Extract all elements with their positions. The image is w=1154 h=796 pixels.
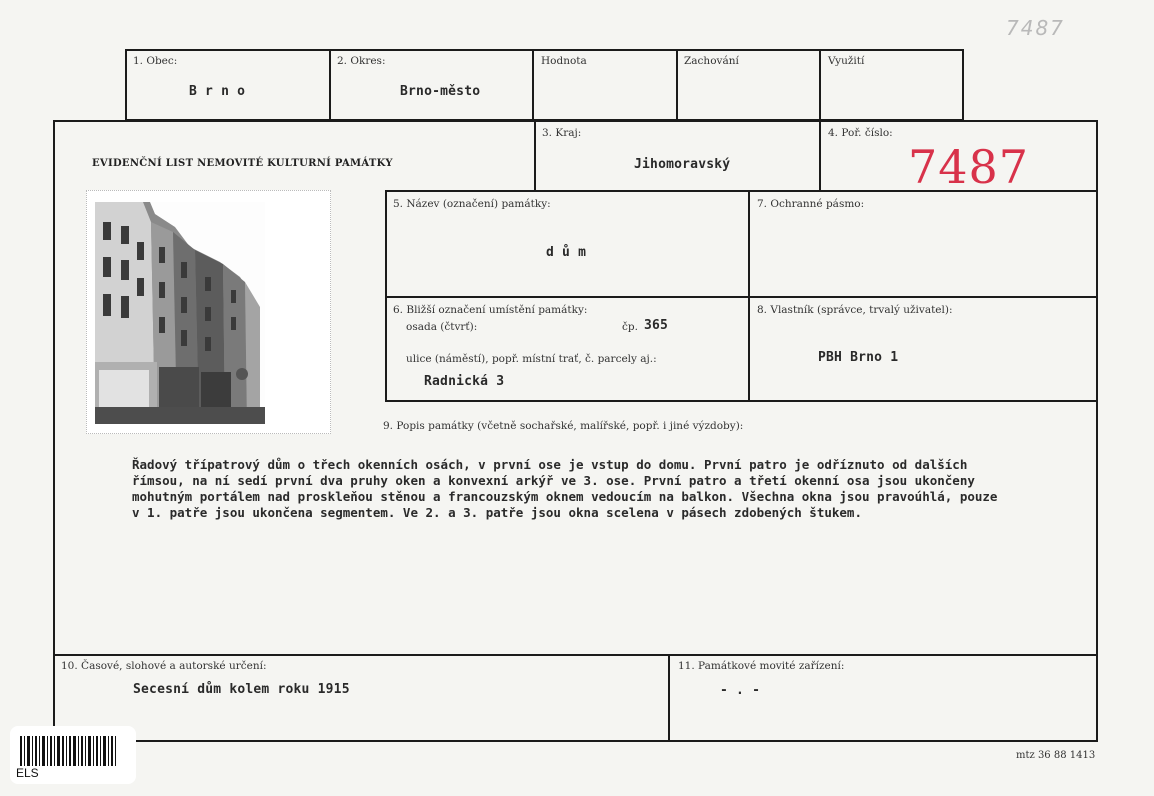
por-cislo-stamp: 7487: [908, 140, 1030, 194]
zarizeni-label: 11. Památkové movité zařízení:: [678, 660, 845, 672]
casove-value: Secesní dům kolem roku 1915: [133, 682, 350, 697]
sticker-label: ELS: [16, 766, 39, 780]
obec-value: B r n o: [189, 84, 246, 99]
obec-label: 1. Obec:: [133, 55, 178, 67]
building-photo: [95, 202, 265, 424]
kraj-value: Jihomoravský: [634, 157, 731, 172]
monument-photo-frame: [86, 190, 331, 434]
zachovani-label: Zachování: [684, 55, 739, 67]
umisteni-label: 6. Bližší označení umístění památky:: [393, 304, 588, 316]
ulice-value: Radnická 3: [424, 374, 505, 389]
cp-label: čp.: [622, 321, 638, 333]
popis-line-1: Řadový třípatrový dům o třech okenních osách, v první ose je vstup do domu. První patro je odříznuto od dalších: [132, 457, 968, 472]
zarizeni-value: - . -: [720, 683, 761, 698]
okres-label: 2. Okres:: [337, 55, 386, 67]
popis-line-2: římsou, na ní sedí první dva pruhy oken a konvexní arkýř ve 3. ose. První patro a třetí okenní osa jsou ukončeny: [132, 473, 975, 488]
nazev-label: 5. Název (označení) památky:: [393, 198, 551, 210]
barcode-sticker: [10, 726, 136, 784]
cp-value: 365: [644, 318, 669, 333]
popis-line-3: mohutným portálem nad proskleňou stěnou a francouzským oknem vedoucím na balkon. Všechna okna jsou pravoúhlá, pouze: [132, 489, 998, 504]
barcode-icon: [20, 736, 116, 766]
vlastnik-label: 8. Vlastník (správce, trvalý uživatel):: [757, 304, 953, 316]
por-cislo-label: 4. Poř. číslo:: [828, 127, 893, 139]
osada-label: osada (čtvrť):: [406, 321, 478, 333]
pencil-inventory-number: 7487: [1006, 16, 1065, 40]
popis-label: 9. Popis památky (včetně sochařské, malířské, popř. i jiné výzdoby):: [383, 420, 744, 432]
okres-value: Brno-město: [400, 84, 481, 99]
vlastnik-value: PBH Brno 1: [818, 350, 899, 365]
kraj-label: 3. Kraj:: [542, 127, 582, 139]
hodnota-label: Hodnota: [541, 55, 587, 67]
ochranne-pasmo-label: 7. Ochranné pásmo:: [757, 198, 865, 210]
footer-code: mtz 36 88 1413: [1016, 750, 1096, 761]
popis-line-4: v 1. patře jsou ukončena segmentem. Ve 2. a 3. patře jsou okna scelena v pásech zdobených štukem.: [132, 505, 862, 520]
vyuziti-label: Využití: [828, 55, 865, 67]
form-title: EVIDENČNÍ LIST NEMOVITÉ KULTURNÍ PAMÁTKY: [92, 158, 393, 169]
ulice-label: ulice (náměstí), popř. místní trať, č. parcely aj.:: [406, 353, 657, 365]
nazev-value: d ů m: [546, 245, 587, 260]
casove-label: 10. Časové, slohové a autorské určení:: [61, 660, 267, 672]
